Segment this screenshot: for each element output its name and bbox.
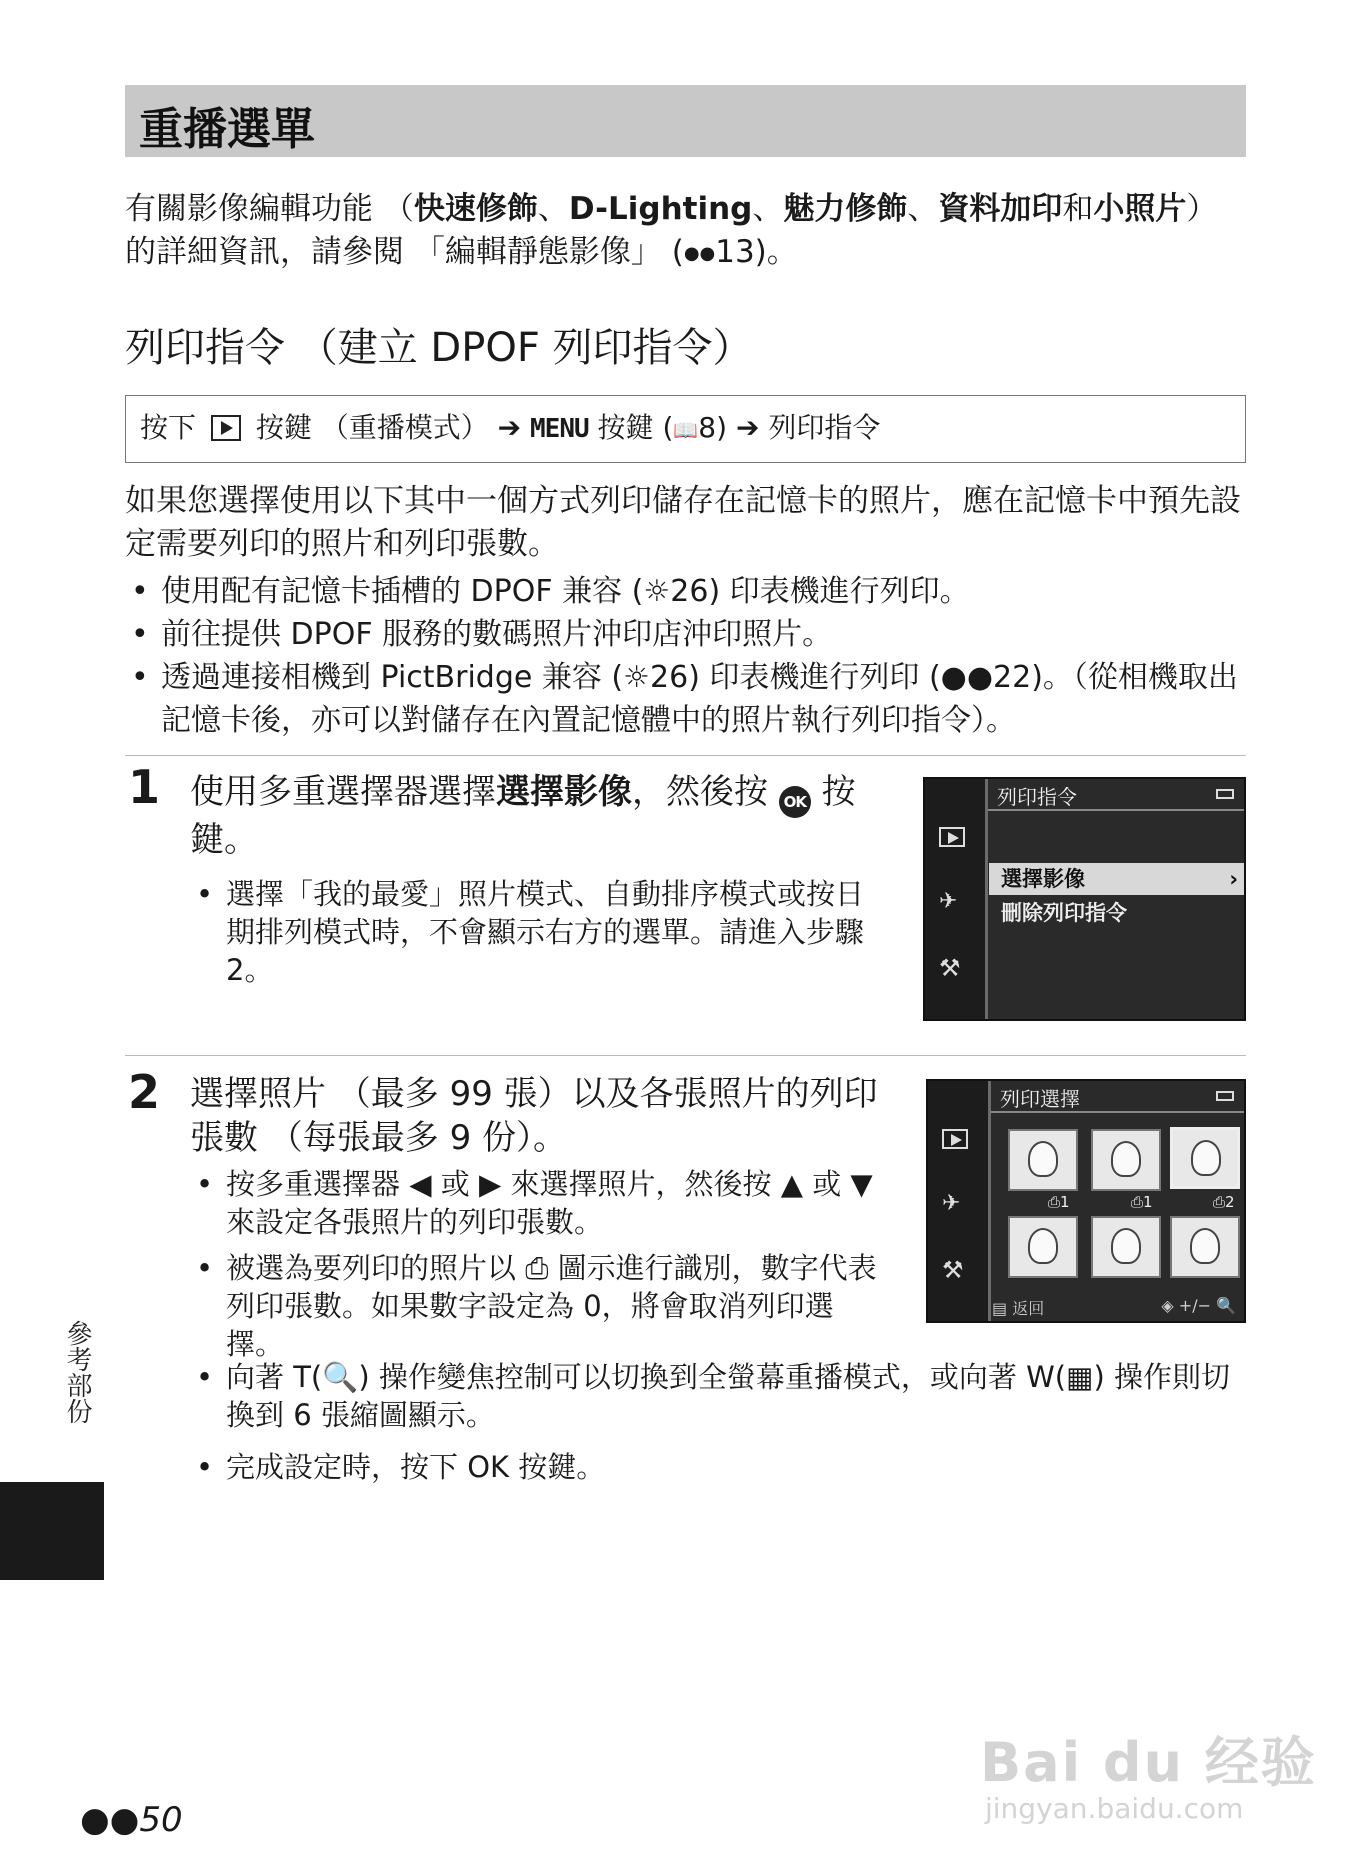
playback-icon	[939, 827, 965, 847]
print-count-label: ⎙1	[1048, 1193, 1070, 1211]
intro-paragraph	[125, 188, 1246, 275]
nav-text: 按下	[140, 411, 197, 444]
list-item: • 按多重選擇器 ◀ 或 ▶ 來選擇照片，然後按 ▲ 或 ▼ 來設定各張照片的列印張數。	[190, 1165, 885, 1241]
step-notes	[190, 875, 885, 989]
menu-key-label: MENU	[530, 414, 589, 444]
list-item: • 前往提供 DPOF 服務的數碼照片沖印店沖印照片。	[125, 613, 1246, 656]
camera-screen-print-order	[923, 777, 1246, 1021]
list-item: • 向著 T(🔍) 操作變焦控制可以切換到全螢幕重播模式，或向著 W(▦) 操作則切換到 6 張縮圖顯示。	[190, 1358, 1250, 1434]
watermark-logo: Bai du 经验	[980, 1731, 1317, 1794]
intro-text: 、	[537, 191, 569, 227]
satellite-icon: ✈	[942, 1191, 961, 1216]
step-number: 1	[128, 760, 161, 814]
wrench-icon: ⚒	[939, 954, 961, 982]
navigation-path-box	[125, 395, 1246, 463]
screen-footer-adjust: ◈ +/− 🔍	[1161, 1296, 1236, 1315]
step-instruction: 選擇照片 （最多 99 張）以及各張照片的列印張數 （每張最多 9 份）。	[190, 1074, 878, 1158]
satellite-icon: ✈	[939, 889, 958, 914]
print-count-label: ⎙2	[1213, 1193, 1235, 1211]
photo-thumbnail[interactable]	[1091, 1129, 1161, 1191]
step-notes	[190, 1165, 885, 1363]
intro-bold-data-stamp: 資料加印	[938, 191, 1063, 227]
wrench-icon: ⚒	[942, 1256, 964, 1284]
watermark-url: jingyan.baidu.com	[985, 1792, 1244, 1825]
ok-button-icon: OK	[779, 786, 811, 818]
intro-bold-quick-retouch: 快速修飾	[413, 191, 538, 227]
list-item: • 被選為要列印的照片以 ⎙ 圖示進行識別，數字代表列印張數。如果數字設定為 0，將會取消列印選擇。	[190, 1249, 885, 1363]
camera-screen-print-selection	[926, 1079, 1246, 1323]
arrow-icon: ➔	[497, 411, 522, 444]
adjust-label: +/−	[1178, 1296, 1211, 1315]
section-title: 列印指令 （建立 DPOF 列印指令）	[125, 325, 753, 371]
print-order-paragraph: 如果您選擇使用以下其中一個方式列印儲存在記憶卡的照片，應在記憶卡中預先設定需要列印的照片和列印張數。	[125, 483, 1241, 562]
reference-icon: ●●	[683, 243, 716, 264]
nav-target: 列印指令	[768, 411, 881, 444]
screen-title: 列印選擇	[1000, 1087, 1080, 1111]
intro-text: ）的詳細資訊，請參閱 「編輯靜態影像」 (	[125, 191, 1218, 270]
photo-thumbnail[interactable]	[1091, 1216, 1161, 1278]
intro-text: 、	[907, 191, 939, 227]
screen-title-line	[988, 809, 1244, 811]
intro-bold-d-lighting: D-Lighting	[568, 191, 753, 227]
step-bold-option: 選擇影像	[496, 772, 632, 812]
intro-bold-glamour-retouch: 魅力修飾	[783, 191, 908, 227]
photo-thumbnail[interactable]	[1008, 1129, 1078, 1191]
section-side-label: 參考部份	[62, 1320, 92, 1424]
photo-thumbnail[interactable]	[1008, 1216, 1078, 1278]
arrow-icon: ➔	[735, 411, 760, 444]
print-count-label: ⎙1	[1131, 1193, 1153, 1211]
screen-sidebar	[925, 779, 988, 1019]
chevron-right-icon: ›	[1229, 867, 1238, 891]
divider	[125, 755, 1246, 756]
intro-text: 有關影像編輯功能 （	[125, 191, 414, 227]
list-item: • 完成設定時，按下 OK 按鍵。	[190, 1448, 1250, 1486]
battery-icon	[1216, 789, 1234, 799]
intro-text: 13)。	[715, 234, 798, 270]
list-item: • 使用配有記憶卡插槽的 DPOF 兼容 (☼26) 印表機進行列印。	[125, 570, 1246, 613]
print-method-list	[125, 570, 1246, 742]
intro-text: 、	[752, 191, 784, 227]
playback-button-icon	[211, 415, 241, 441]
list-item: • 選擇「我的最愛」照片模式、自動排序模式或按日期排列模式時，不會顯示右方的選單。請進入步驟 2。	[190, 875, 885, 989]
nav-text: 按鍵 (	[597, 411, 674, 444]
step-text: 使用多重選擇器選擇	[190, 772, 496, 812]
photo-thumbnail-selected[interactable]	[1170, 1127, 1240, 1189]
page-title: 重播選單	[139, 104, 315, 155]
battery-icon	[1216, 1091, 1234, 1101]
step-text: ，然後按	[632, 772, 768, 812]
screen-footer-back: ▤ 返回	[992, 1299, 1045, 1318]
list-item: • 透過連接相機到 PictBridge 兼容 (☼26) 印表機進行列印 (●●22)。（從相機取出記憶卡後，亦可以對儲存在內置記憶體中的照片執行列印指令）。	[125, 656, 1246, 742]
intro-text: 和	[1062, 191, 1094, 227]
screen-title-line	[991, 1111, 1244, 1113]
intro-bold-small-picture: 小照片	[1093, 191, 1187, 227]
step-notes-wide	[190, 1358, 1250, 1486]
step-text: 按鍵。	[190, 772, 856, 860]
book-icon: 📖	[673, 418, 699, 442]
playback-icon	[942, 1129, 968, 1149]
photo-thumbnail[interactable]	[1170, 1216, 1240, 1278]
screen-title: 列印指令	[997, 785, 1077, 809]
nav-text: 按鍵 （重播模式）	[255, 411, 489, 444]
section-tab	[0, 1482, 104, 1580]
page-number: ●●50	[80, 1800, 183, 1840]
section-header	[125, 85, 1246, 157]
menu-item-label: 選擇影像	[1001, 867, 1085, 891]
nav-text: 8)	[698, 411, 728, 444]
step-instruction	[190, 770, 880, 862]
step-number: 2	[128, 1065, 161, 1119]
screen-sidebar	[928, 1081, 991, 1321]
menu-item-select-images[interactable]	[989, 863, 1244, 895]
menu-item-delete-print-order[interactable]	[989, 897, 1244, 929]
divider	[125, 1055, 1246, 1056]
back-label: 返回	[1012, 1299, 1045, 1318]
menu-item-label: 刪除列印指令	[1001, 901, 1127, 925]
